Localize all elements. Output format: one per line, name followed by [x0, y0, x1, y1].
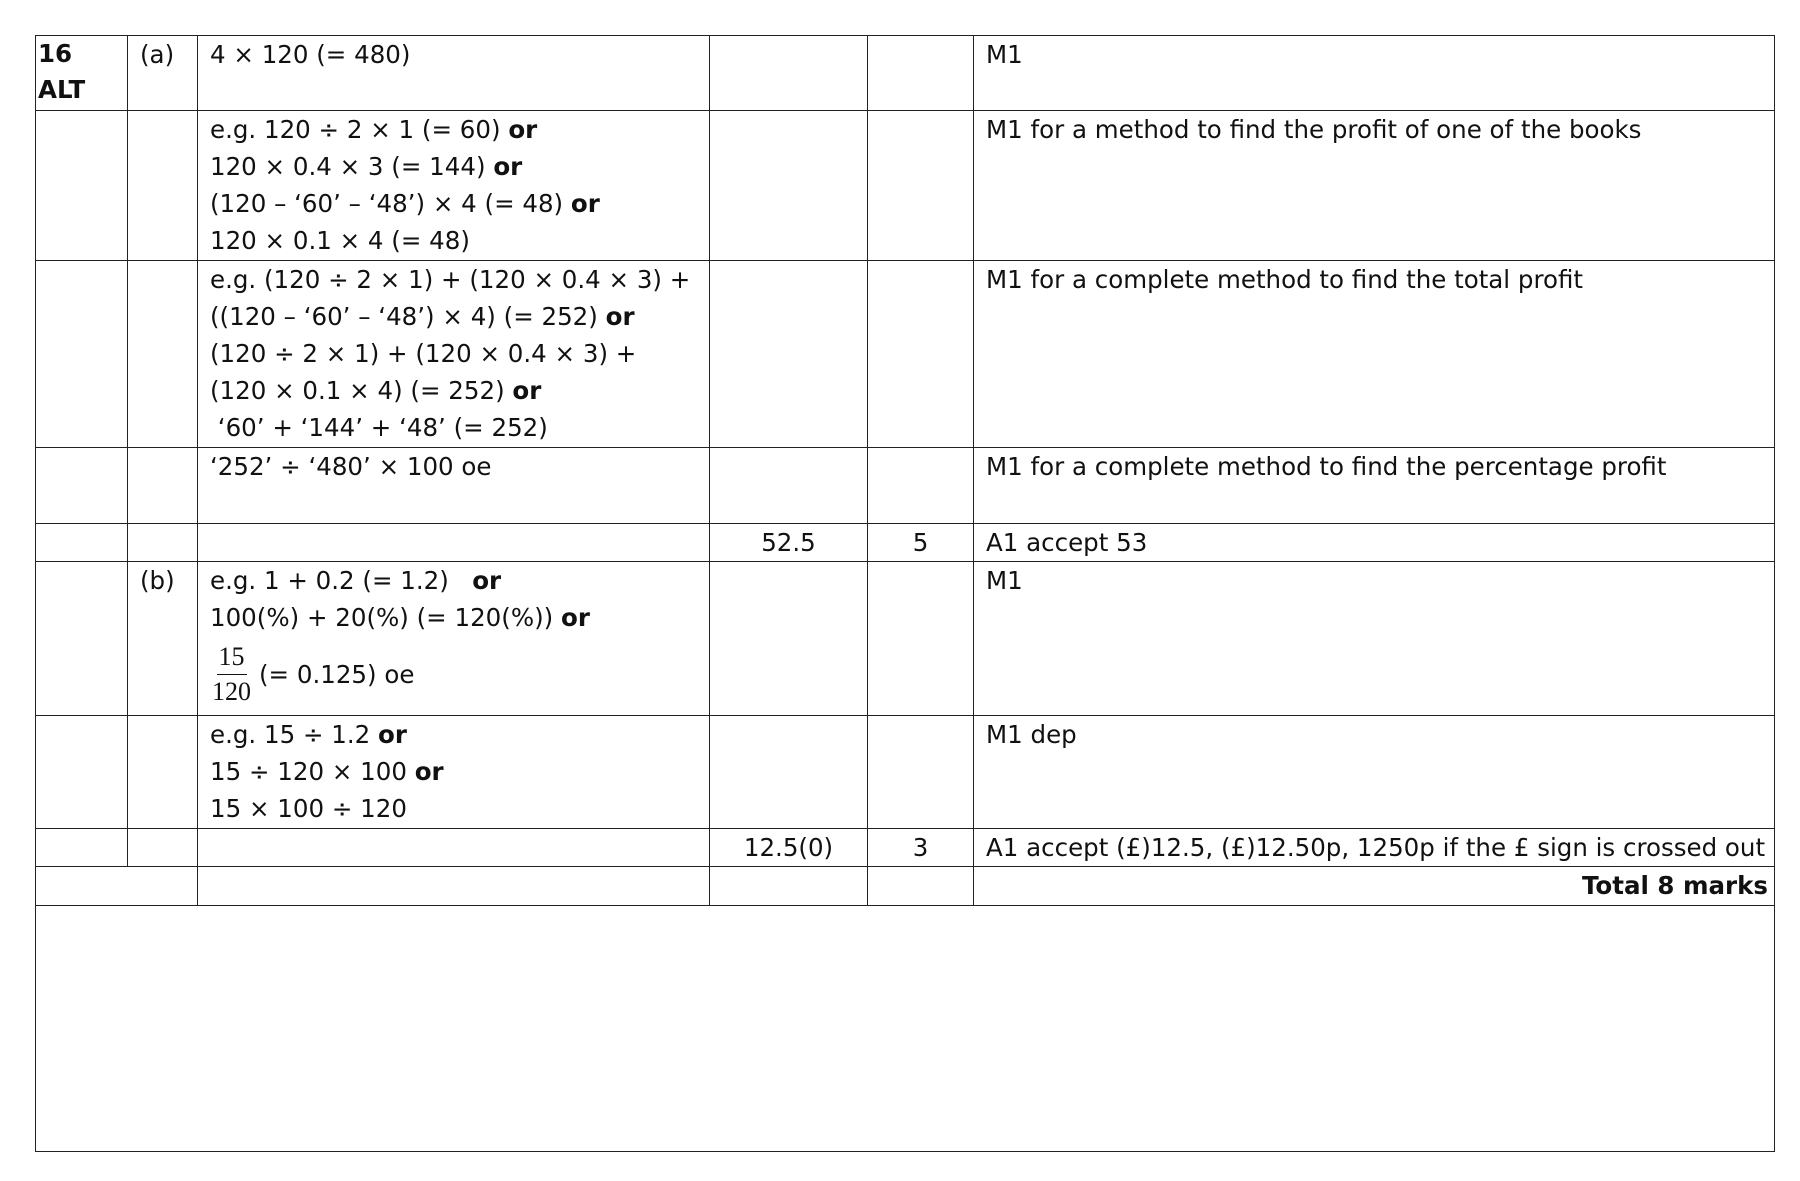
working-cell	[198, 111, 710, 261]
working-line: 15 ÷ 120 × 100 or	[210, 757, 444, 786]
answer-cell	[710, 716, 868, 829]
working-line: e.g. 15 ÷ 1.2 or	[210, 720, 407, 749]
or-keyword: or	[493, 152, 523, 181]
part-label	[128, 448, 198, 524]
question-variant: ALT	[38, 75, 86, 104]
working-line: ‘252’ ÷ ‘480’ × 100 oe	[210, 452, 492, 481]
total-marks: Total 8 marks	[974, 867, 1775, 906]
or-keyword: or	[570, 189, 600, 218]
notes-cell: M1 dep	[974, 716, 1775, 829]
question-number-cell	[36, 111, 128, 261]
total-row-mark-blank	[868, 867, 974, 906]
question-number: 16	[38, 39, 73, 68]
table-row	[36, 562, 1775, 716]
or-keyword: or	[378, 720, 407, 749]
table-row	[36, 448, 1775, 524]
total-row-answer-blank	[710, 867, 868, 906]
total-row-blank	[36, 867, 198, 906]
working-line: 120 × 0.1 × 4 (= 48)	[210, 226, 470, 255]
question-number-cell	[36, 716, 128, 829]
answer-cell	[710, 36, 868, 111]
working-line: e.g. 120 ÷ 2 × 1 (= 60) or	[210, 115, 538, 144]
mark-cell	[868, 111, 974, 261]
notes-cell: M1 for a complete method to find the total profit	[974, 261, 1775, 448]
total-row	[36, 867, 1775, 906]
or-keyword: or	[512, 376, 542, 405]
part-label	[128, 524, 198, 562]
working-line: (120 – ‘60’ – ‘48’) × 4 (= 48) or	[210, 189, 600, 218]
working-cell	[198, 448, 710, 524]
working-line: 100(%) + 20(%) (= 120(%)) or	[210, 603, 590, 632]
working-cell	[198, 829, 710, 867]
answer-cell	[710, 562, 868, 716]
blank-area-row	[36, 906, 1775, 1152]
or-keyword: or	[561, 603, 590, 632]
fraction	[210, 640, 253, 709]
blank-area	[36, 906, 1775, 1152]
working-cell	[198, 562, 710, 716]
part-label: (b)	[128, 562, 198, 716]
fraction-line	[210, 636, 697, 709]
answer-cell	[710, 448, 868, 524]
mark-cell: 5	[868, 524, 974, 562]
working-line: 15 × 100 ÷ 120	[210, 794, 407, 823]
answer-cell: 12.5(0)	[710, 829, 868, 867]
question-number-cell	[36, 562, 128, 716]
working-line: ((120 – ‘60’ – ‘48’) × 4) (= 252) or	[210, 302, 635, 331]
table-row	[36, 716, 1775, 829]
mark-scheme-table	[35, 35, 1775, 1152]
question-number-cell	[36, 36, 128, 111]
working-line: (120 ÷ 2 × 1) + (120 × 0.4 × 3) +	[210, 339, 637, 368]
part-label	[128, 111, 198, 261]
or-keyword: or	[472, 566, 502, 595]
part-label: (a)	[128, 36, 198, 111]
answer-cell: 52.5	[710, 524, 868, 562]
question-number-cell	[36, 448, 128, 524]
question-number-cell	[36, 524, 128, 562]
part-label	[128, 261, 198, 448]
answer-cell	[710, 111, 868, 261]
or-keyword: or	[414, 757, 444, 786]
table-row	[36, 524, 1775, 562]
table-row	[36, 829, 1775, 867]
mark-cell: 3	[868, 829, 974, 867]
part-label	[128, 829, 198, 867]
working-cell	[198, 261, 710, 448]
working-line: e.g. 1 + 0.2 (= 1.2) or	[210, 566, 502, 595]
notes-cell: A1 accept 53	[974, 524, 1775, 562]
notes-cell: M1 for a method to find the profit of one of the books	[974, 111, 1775, 261]
working-line: (120 × 0.1 × 4) (= 252) or	[210, 376, 542, 405]
question-number-cell	[36, 261, 128, 448]
mark-cell	[868, 261, 974, 448]
fraction-denominator: 120	[212, 677, 251, 706]
mark-cell	[868, 716, 974, 829]
working-line: e.g. (120 ÷ 2 × 1) + (120 × 0.4 × 3) +	[210, 265, 691, 294]
fraction-suffix: (= 0.125) oe	[259, 660, 415, 689]
total-row-working-blank	[198, 867, 710, 906]
working-cell	[198, 36, 710, 111]
working-line: 4 × 120 (= 480)	[210, 40, 411, 69]
table-row	[36, 261, 1775, 448]
working-line: ‘60’ + ‘144’ + ‘48’ (= 252)	[210, 413, 548, 442]
notes-cell: M1	[974, 36, 1775, 111]
or-keyword: or	[508, 115, 538, 144]
notes-cell: M1 for a complete method to find the percentage profit	[974, 448, 1775, 524]
mark-cell	[868, 36, 974, 111]
answer-cell	[710, 261, 868, 448]
working-line: 120 × 0.4 × 3 (= 144) or	[210, 152, 523, 181]
working-cell	[198, 716, 710, 829]
notes-cell: M1	[974, 562, 1775, 716]
notes-cell: A1 accept (£)12.5, (£)12.50p, 1250p if the £ sign is crossed out	[974, 829, 1775, 867]
question-number-cell	[36, 829, 128, 867]
table-row	[36, 36, 1775, 111]
mark-cell	[868, 448, 974, 524]
mark-cell	[868, 562, 974, 716]
fraction-numerator: 15	[217, 640, 247, 675]
table-row	[36, 111, 1775, 261]
working-cell	[198, 524, 710, 562]
or-keyword: or	[605, 302, 635, 331]
part-label	[128, 716, 198, 829]
